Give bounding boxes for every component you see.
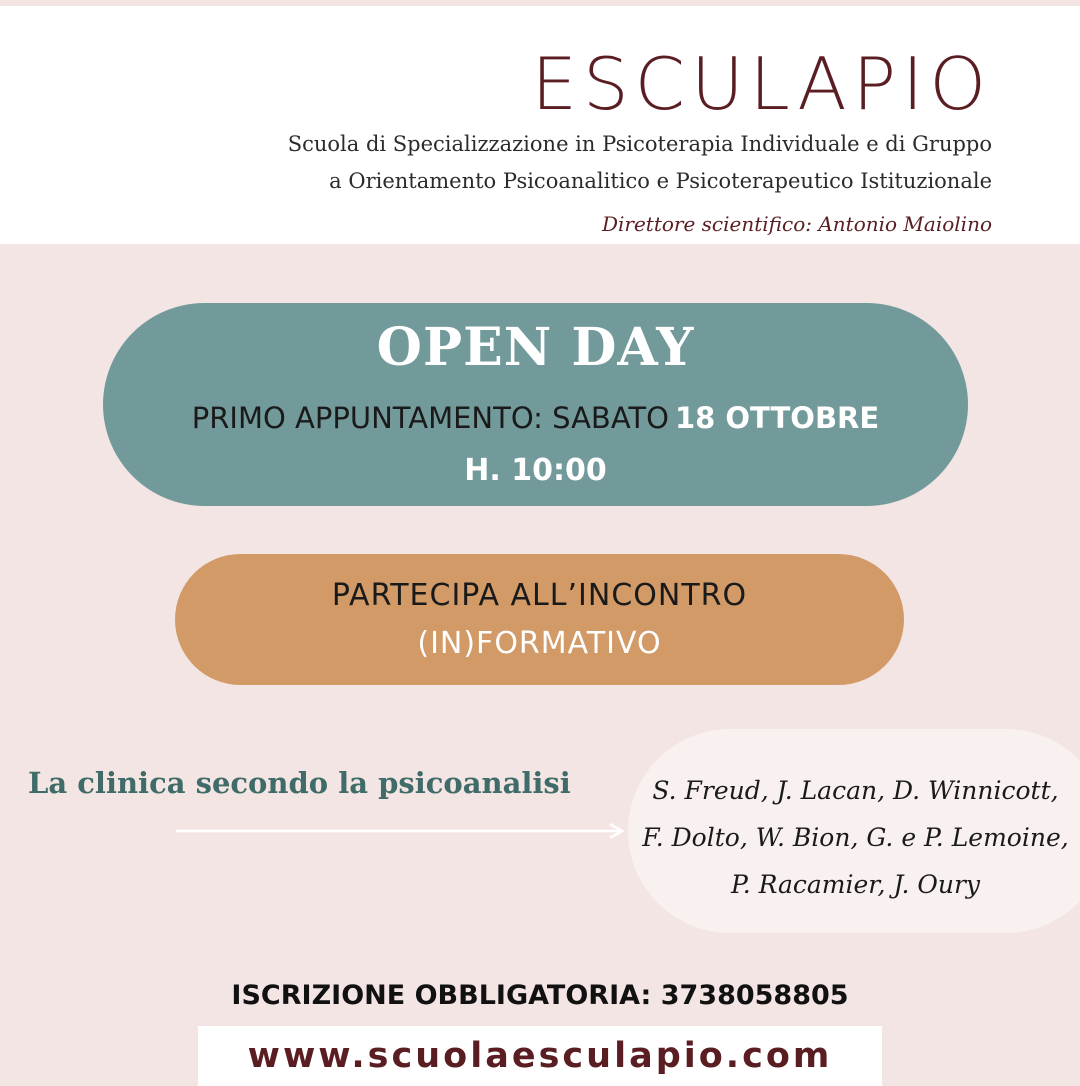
open-day-banner — [103, 303, 968, 506]
authors-line-3: P. Racamier, J. Oury — [730, 870, 981, 899]
appointment-date: 18 OTTOBRE — [674, 401, 880, 435]
website-link[interactable]: www.scuolaesculapio.com — [247, 1036, 833, 1076]
open-day-title: OPEN DAY — [376, 317, 695, 378]
subtitle-line-2: a Orientamento Psicoanalitico e Psicoterapeutico Istituzionale — [329, 169, 992, 193]
logo: ESCULAPIO — [531, 42, 992, 126]
registration-notice: ISCRIZIONE OBBLIGATORIA: 3738058805 — [231, 980, 849, 1011]
authors-line-2: F. Dolto, W. Bion, G. e P. Lemoine, — [642, 823, 1069, 852]
website-box — [198, 1026, 882, 1086]
subtitle-line-1: Scuola di Specializzazione in Psicoterapia Individuale e di Gruppo — [287, 132, 992, 156]
partecipa-line-2: (IN)FORMATIVO — [417, 626, 662, 661]
partecipa-banner — [175, 554, 904, 685]
authors-line-1: S. Freud, J. Lacan, D. Winnicott, — [652, 776, 1059, 805]
authors-list — [618, 767, 1080, 908]
authors-box — [628, 729, 1080, 933]
director: Direttore scientifico: Antonio Maiolino — [601, 212, 992, 236]
header — [0, 6, 1080, 244]
partecipa-line-1: PARTECIPA ALL’INCONTRO — [331, 578, 748, 613]
appointment-hour: H. 10:00 — [464, 453, 607, 488]
appointment-label: PRIMO APPUNTAMENTO: SABATO — [191, 401, 669, 435]
arrow-right-icon — [174, 822, 629, 842]
open-day-appointment — [103, 401, 968, 435]
clinica-title: La clinica secondo la psicoanalisi — [28, 766, 571, 800]
